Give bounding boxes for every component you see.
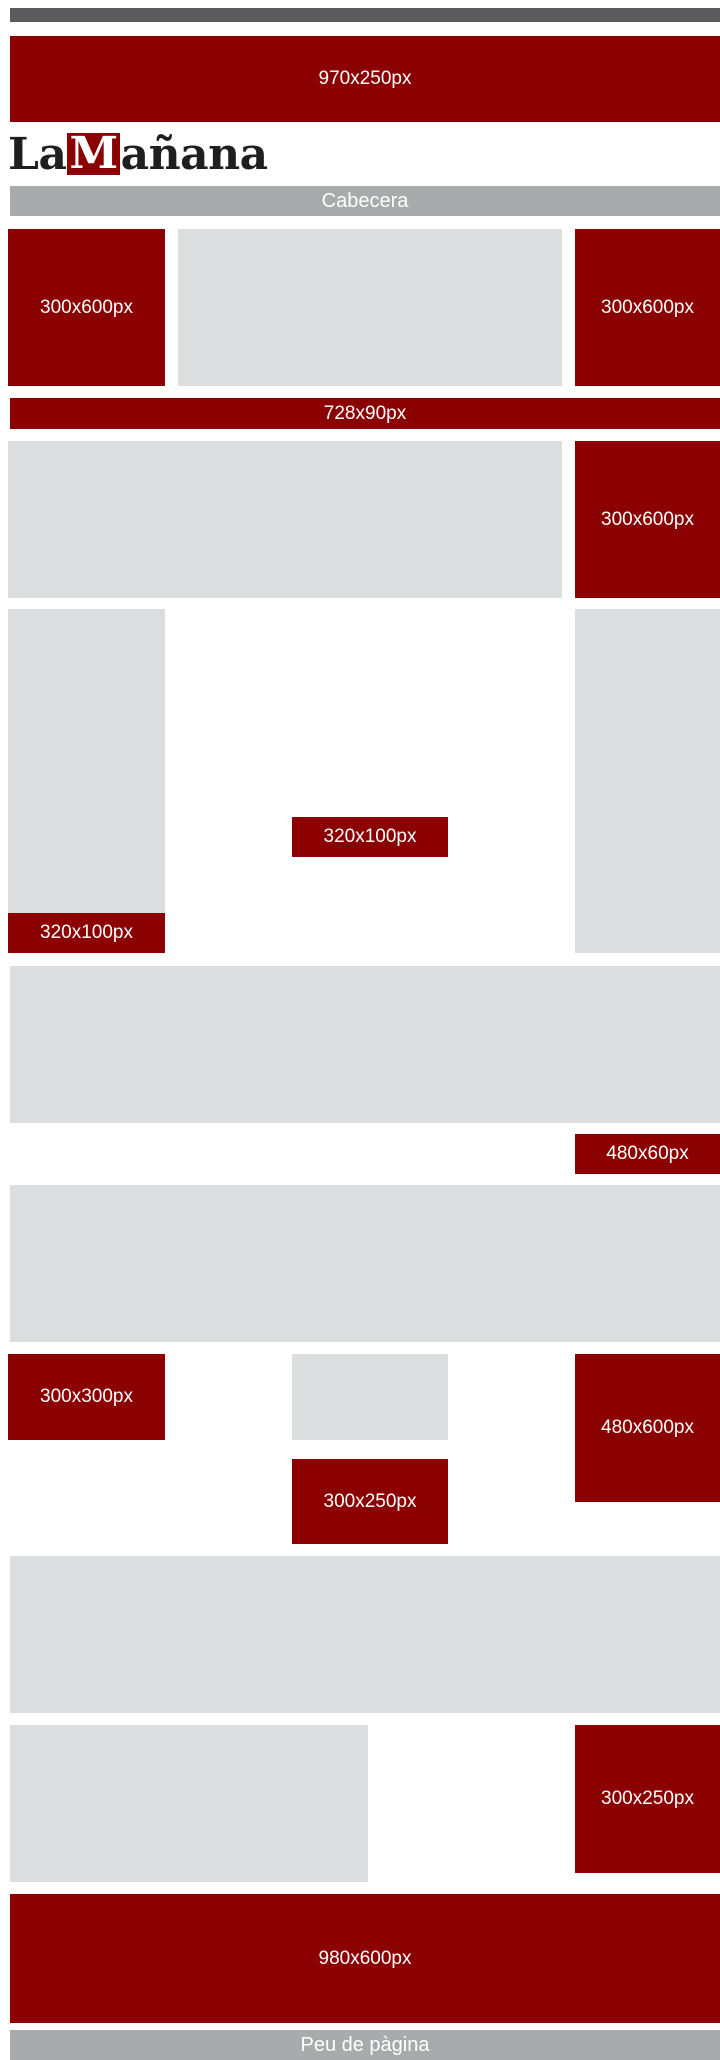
- ad-banner-728[interactable]: [10, 398, 720, 429]
- ad-size-label: 480x60px: [606, 1143, 689, 1164]
- content-placeholder-wide: [10, 966, 720, 1123]
- ad-skyscraper-right[interactable]: [575, 229, 720, 386]
- ad-size-label: 728x90px: [323, 402, 407, 424]
- footer-bar-label: Peu de pàgina: [300, 2033, 430, 2056]
- logo-initial-m: M: [69, 128, 118, 179]
- ad-skyscraper-left[interactable]: [8, 229, 165, 386]
- ad-billboard-bottom[interactable]: [10, 1894, 720, 2023]
- ad-size-label: 320x100px: [323, 826, 417, 847]
- ad-medium-right[interactable]: [575, 1725, 720, 1873]
- ad-size-label: 320x100px: [40, 922, 133, 943]
- ad-banner-480[interactable]: [575, 1134, 720, 1174]
- ad-skyscraper-right-2[interactable]: [575, 441, 720, 598]
- footer-bar: [10, 2030, 720, 2060]
- ad-size-label: 300x250px: [601, 1788, 694, 1809]
- ad-size-label: 300x300px: [40, 1386, 133, 1407]
- ad-leaderboard-top[interactable]: [10, 36, 720, 122]
- content-placeholder-wide: [10, 1185, 720, 1342]
- top-bar: [10, 8, 720, 22]
- ad-tall-right[interactable]: [575, 1354, 720, 1502]
- ad-mobile-left[interactable]: [8, 913, 165, 953]
- content-placeholder-half: [10, 1725, 368, 1882]
- ad-medium-center[interactable]: [292, 1459, 448, 1544]
- ad-size-label: 980x600px: [318, 1947, 412, 1969]
- ad-square-left[interactable]: [8, 1354, 165, 1440]
- ad-mobile-center[interactable]: [292, 817, 448, 857]
- content-placeholder-tall-left: [8, 609, 165, 913]
- content-placeholder-tall-right: [575, 609, 720, 953]
- site-logo[interactable]: [8, 130, 268, 178]
- header-bar-label: Cabecera: [321, 189, 409, 212]
- content-placeholder: [8, 441, 562, 598]
- content-placeholder-small: [292, 1354, 448, 1440]
- logo-text-la: La: [8, 128, 67, 180]
- content-placeholder-wide: [10, 1556, 720, 1713]
- ad-size-label: 480x600px: [601, 1417, 694, 1438]
- header-bar: [10, 186, 720, 216]
- ad-size-label: 970x250px: [318, 68, 412, 89]
- ad-size-label: 300x600px: [601, 508, 694, 530]
- logo-text-anana: añana: [120, 128, 268, 180]
- ad-size-label: 300x250px: [323, 1490, 417, 1512]
- ad-size-label: 300x600px: [40, 296, 133, 318]
- ad-size-label: 300x600px: [601, 296, 694, 318]
- content-placeholder: [178, 229, 562, 386]
